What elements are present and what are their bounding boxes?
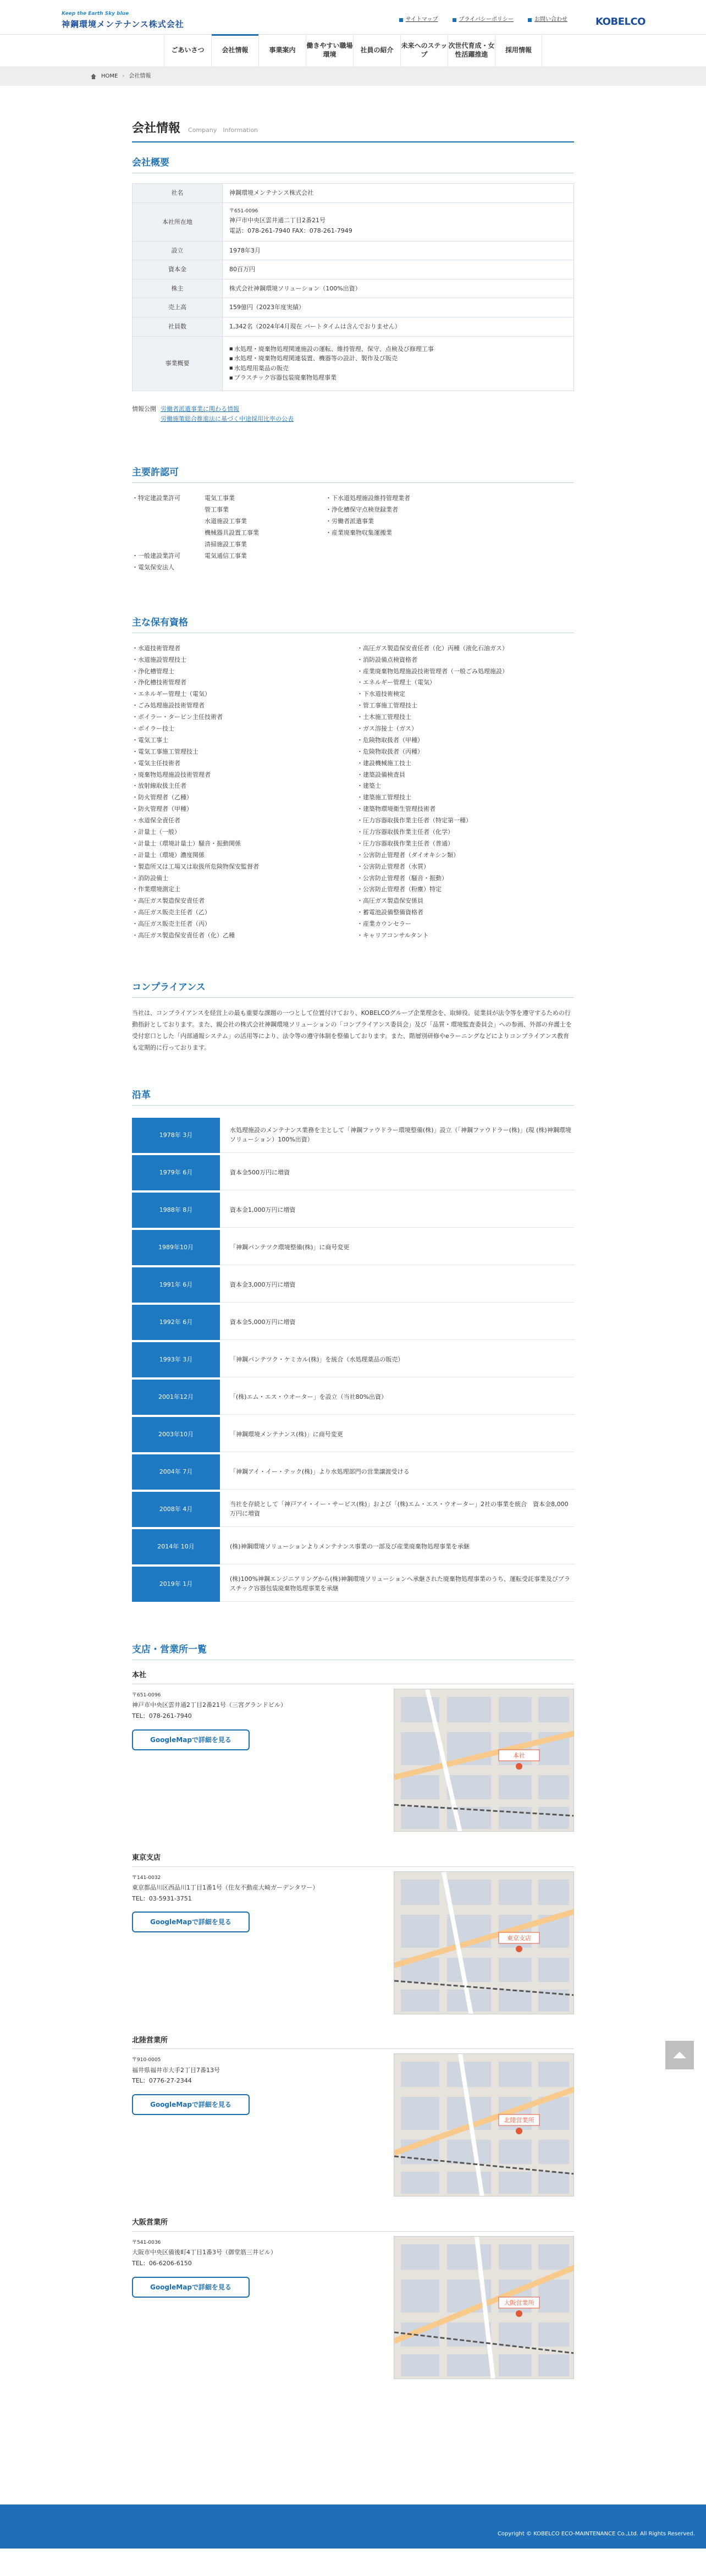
- qualification-item: ・ 電気工事施工管理技士: [132, 746, 349, 758]
- overview-heading: 会社概要: [132, 156, 574, 173]
- branches-section: [132, 1643, 574, 2379]
- postal-code: 〒541-0036: [132, 2240, 161, 2246]
- qualification-item: ・ 危険物取扱者（丙種）: [357, 746, 574, 758]
- phone: TEL：03-5931-3751: [132, 1894, 192, 1902]
- history-date: 1979年 6月: [132, 1155, 220, 1190]
- qualification-item: ・ 高圧ガス製造保安係員: [357, 896, 574, 907]
- nav-recruit[interactable]: 採用情報: [495, 35, 542, 67]
- google-map-button[interactable]: GoogleMapで詳細を見る: [132, 1729, 250, 1750]
- postal-code: 〒651-0096: [132, 1692, 161, 1698]
- qualification-item: ・ 公害防止管理者（ダイオキシン類）: [357, 850, 574, 861]
- business-list: [229, 344, 567, 383]
- qualification-item: ・ 防火管理者（甲種）: [132, 804, 349, 815]
- row-value: 1978年3月: [223, 241, 574, 260]
- branch-item: [132, 2217, 574, 2379]
- license-item: ・ 産業廃棄物収集運搬業: [326, 528, 410, 539]
- phone: TEL：078-261-7940: [132, 1712, 192, 1720]
- history-row: [132, 1342, 574, 1377]
- qualification-item: ・ 産業廃棄物処理施設技術管理者（一般ごみ処理施設）: [357, 666, 574, 678]
- history-date: 1978年 3月: [132, 1118, 220, 1153]
- history-text: 「神鋼環境メンテナンス(株)」に商号変更: [220, 1417, 574, 1452]
- address: 大阪市中央区備後町4丁目1番3号（御堂筋三井ビル）: [132, 2249, 277, 2256]
- branch-name: 本社: [132, 1670, 574, 1684]
- license-item: 清掃施設工事業: [205, 540, 247, 548]
- license-item: ・ 浄化槽保守点検登録業者: [326, 504, 410, 516]
- history-table: [132, 1116, 574, 1604]
- google-map-button[interactable]: GoogleMapで詳細を見る: [132, 1912, 250, 1932]
- license-item: 管工事業: [205, 506, 229, 514]
- chevron-right-icon: ›: [122, 73, 125, 79]
- branch-list: [132, 1670, 574, 2379]
- qualification-item: ・ 圧力容器取扱作業主任者（化学）: [357, 827, 574, 838]
- nav-future[interactable]: 未来へのステップ: [400, 35, 448, 67]
- license-category: ・ 特定建設業許可: [132, 493, 205, 550]
- branch-item: [132, 1670, 574, 1832]
- qualification-item: ・ 高圧ガス販売主任者（乙）: [132, 907, 349, 919]
- list-item: ■ 水処理・廃棄物処理関連装置、機器等の設計、製作及び販売: [229, 354, 567, 364]
- license-item: ・ 労働者派遣事業: [326, 516, 410, 528]
- table-row: [133, 317, 574, 337]
- row-value: 1,342名（2024年4月現在 パートタイムは含んでおりません）: [223, 317, 574, 337]
- list-item: [132, 562, 326, 574]
- table-row: [133, 298, 574, 317]
- history-text: (株)神鋼環境ソリューションよりメンテナンス事業の一部及び産業廃棄物処理事業を承継: [220, 1529, 574, 1564]
- history-date: 2008年 4月: [132, 1492, 220, 1527]
- qualification-item: ・ 建築物環境衛生管理技術者: [357, 804, 574, 815]
- qualification-item: ・ エネルギー管理士（電気）: [132, 689, 349, 700]
- licenses-heading: 主要許認可: [132, 465, 574, 483]
- page-top-button[interactable]: [665, 2041, 694, 2069]
- licenses-col-left: [132, 493, 326, 573]
- history-heading: 沿革: [132, 1088, 574, 1106]
- qualification-item: ・ 建設機械施工技士: [357, 758, 574, 770]
- qualification-item: ・ 下水道技術検定: [357, 689, 574, 700]
- history-text: 資本金1,000万円に増資: [220, 1193, 574, 1228]
- qualification-item: ・ 消防設備点検資格者: [357, 655, 574, 666]
- list-item: ■ 水処理用薬品の販売: [229, 364, 567, 374]
- branch-info: [132, 2236, 277, 2379]
- row-label: 設立: [133, 241, 223, 260]
- overview-section: [132, 156, 574, 424]
- history-date: 1992年 6月: [132, 1305, 220, 1340]
- licenses-section: [132, 465, 574, 573]
- row-label: 本社所在地: [133, 202, 223, 241]
- row-value: [223, 202, 574, 241]
- util-link-label: サイトマップ: [405, 17, 438, 23]
- address: 福井県福井市大手2丁目7番13号: [132, 2066, 220, 2074]
- history-row: [132, 1267, 574, 1303]
- history-row: [132, 1417, 574, 1452]
- list-item: [132, 551, 326, 562]
- row-label: 株主: [133, 279, 223, 298]
- branch-name: 東京支店: [132, 1853, 574, 1867]
- site-header: [0, 0, 706, 86]
- address: 神戸市中央区雲井通二丁目2番21号: [229, 217, 326, 224]
- qualification-item: ・ 水道保全責任者: [132, 815, 349, 827]
- compliance-heading: コンプライアンス: [132, 980, 574, 998]
- qualification-item: ・ 電気工事士: [132, 735, 349, 746]
- branch-map[interactable]: [394, 2053, 574, 2196]
- row-value: 株式会社神鋼環境ソリューション（100%出資）: [223, 279, 574, 298]
- history-date: 2019年 1月: [132, 1567, 220, 1602]
- branch-body: [132, 1871, 574, 2014]
- logo-tagline: Keep the Earth Sky blue: [62, 11, 129, 17]
- breadcrumb-home[interactable]: HOME: [101, 73, 118, 79]
- qualifications-list: [132, 643, 574, 942]
- history-text: 「神鋼パンテツク環境整備(株)」に商号変更: [220, 1230, 574, 1265]
- history-row: [132, 1155, 574, 1190]
- branch-map[interactable]: [394, 2236, 574, 2379]
- qualification-item: ・ 計量士（一般）: [132, 827, 349, 838]
- map-label: 大阪営業所: [504, 2299, 534, 2307]
- qualification-item: ・ 電気主任技術者: [132, 758, 349, 770]
- square-icon: [453, 18, 456, 22]
- copyright: Copyright © KOBELCO ECO-MAINTENANCE Co.,Ltd. All Rights Reserved.: [497, 2531, 695, 2537]
- site-logo[interactable]: [62, 10, 184, 31]
- branch-body: [132, 1689, 574, 1832]
- license-category: ・ 電気保安法人: [132, 562, 205, 574]
- qualification-item: ・ 建築施工管理技士: [357, 792, 574, 804]
- google-map-button[interactable]: GoogleMapで詳細を見る: [132, 2094, 250, 2115]
- qualification-item: ・ 水道技術管理者: [132, 643, 349, 655]
- table-row: [133, 260, 574, 279]
- license-item: 水道施設工事業: [205, 518, 247, 525]
- history-row: [132, 1380, 574, 1415]
- qualification-item: ・ ガス溶接士（ガス）: [357, 723, 574, 735]
- row-value: 神鋼環境メンテナンス株式会社: [223, 184, 574, 203]
- logo-text: 神鋼環境メンテナンス株式会社: [62, 19, 184, 30]
- square-icon: [399, 18, 403, 22]
- qualifications-col-right: [357, 643, 574, 942]
- history-section: [132, 1088, 574, 1604]
- license-item: 機械器具設置工事業: [205, 529, 259, 537]
- branch-item: [132, 2035, 574, 2197]
- list-item: [132, 493, 326, 550]
- branch-name: 大阪営業所: [132, 2217, 574, 2232]
- qualification-item: ・ 公害防止管理者（騒音・振動）: [357, 873, 574, 885]
- map-label: 東京支店: [507, 1934, 531, 1942]
- row-value: 80百万円: [223, 260, 574, 279]
- branch-body: [132, 2236, 574, 2379]
- list-item: ■ 水処理・廃棄物処理関連施設の運転、維持管理、保守、点検及び修理工事: [229, 344, 567, 354]
- qualification-item: ・ 浄化槽管理士: [132, 666, 349, 678]
- history-date: 2001年12月: [132, 1380, 220, 1415]
- branch-body: [132, 2053, 574, 2196]
- nav-company[interactable]: 会社情報: [211, 35, 258, 67]
- util-link-contact[interactable]: [528, 15, 567, 24]
- history-text: 「神鋼パンテツク・ケミカル(株)」を統合（水処理薬品の販売）: [220, 1342, 574, 1377]
- qualification-item: ・ 公害防止管理者（水質）: [357, 861, 574, 873]
- page-subtitle: Company Information: [188, 127, 258, 134]
- qualification-item: ・ エネルギー管理士（電気）: [357, 677, 574, 689]
- address: 東京都品川区西品川1丁目1番1号（住友不動産大崎ガーデンタワー）: [132, 1883, 319, 1891]
- square-icon: [528, 18, 532, 22]
- qualification-item: ・ 防火管理者（乙種）: [132, 792, 349, 804]
- license-item: 電気通信工事業: [205, 552, 247, 559]
- history-date: 2014年 10月: [132, 1529, 220, 1564]
- qualification-item: ・ 高圧ガス製造保安責任者（化）乙種: [132, 930, 349, 942]
- site-footer: [0, 2504, 706, 2548]
- nav-greeting[interactable]: ごあいさつ: [164, 35, 211, 67]
- page-title: [132, 119, 574, 142]
- map-label: 本社: [513, 1751, 525, 1759]
- home-icon: [90, 74, 97, 79]
- qualification-item: ・ 土木施工管理技士: [357, 712, 574, 723]
- qualification-item: ・ 建築設備検査員: [357, 770, 574, 781]
- util-link-label: プライバシーポリシー: [459, 17, 514, 23]
- qualification-item: ・ 水道施設管理技士: [132, 655, 349, 666]
- history-date: 2004年 7月: [132, 1454, 220, 1490]
- qualification-item: ・ 高圧ガス販売主任者（丙）: [132, 919, 349, 930]
- row-value: [223, 336, 574, 391]
- phone-fax: 電話：078-261-7940 FAX：078-261-7949: [229, 227, 352, 234]
- overview-table: [132, 183, 574, 391]
- qualification-item: ・ ボイラー技士: [132, 723, 349, 735]
- util-link-label: お問い合わせ: [534, 17, 567, 23]
- license-category: ・ 一般建設業許可: [132, 551, 205, 562]
- history-row: [132, 1230, 574, 1265]
- google-map-button[interactable]: GoogleMapで詳細を見る: [132, 2277, 250, 2298]
- qualification-item: ・ 危険物取扱者（甲種）: [357, 735, 574, 746]
- history-date: 1991年 6月: [132, 1267, 220, 1303]
- history-date: 1989年10月: [132, 1230, 220, 1265]
- table-row: [133, 241, 574, 260]
- row-value: 159億円（2023年度実績）: [223, 298, 574, 317]
- history-text: 資本金3,000万円に増資: [220, 1267, 574, 1303]
- branch-info: [132, 2053, 250, 2196]
- info-label: 情報公開: [132, 405, 156, 413]
- map-label: 北陸営業所: [504, 2117, 534, 2124]
- history-text: 資本金500万円に増資: [220, 1155, 574, 1190]
- postal-code: 〒910-0005: [132, 2057, 161, 2063]
- list-item: ■ プラスチック容器包装廃棄物処理事業: [229, 373, 567, 383]
- row-label: 資本金: [133, 260, 223, 279]
- license-item: ・ 下水道処理施設維持管理業者: [326, 493, 410, 504]
- history-row: [132, 1305, 574, 1340]
- history-row: [132, 1118, 574, 1153]
- breadcrumb: [0, 67, 706, 86]
- qualification-item: ・ 製造所又は工場又は取扱所危険物保安監督者: [132, 861, 349, 873]
- address: 神戸市中央区雲井通2丁目2番21号（三宮グランドビル）: [132, 1701, 286, 1709]
- util-link-sitemap[interactable]: [399, 15, 438, 24]
- nav-staff[interactable]: 社員の紹介: [353, 35, 400, 67]
- branch-map[interactable]: [394, 1689, 574, 1832]
- table-row: [133, 202, 574, 241]
- row-label: 事業概要: [133, 336, 223, 391]
- qualification-item: ・ 建築士: [357, 781, 574, 792]
- qualification-item: ・ 高圧ガス製造保安責任者（化）丙種（液化石油ガス）: [357, 643, 574, 655]
- qualification-item: ・ 蓄電池設備整備資格者: [357, 907, 574, 919]
- info-link-midcareer[interactable]: 労働施策総合推進法に基づく中途採用比率の公表: [161, 415, 294, 422]
- nav-business[interactable]: 事業案内: [258, 35, 306, 67]
- qualification-item: ・ 高圧ガス製造保安責任者: [132, 896, 349, 907]
- qualifications-section: [132, 616, 574, 942]
- qualification-item: ・ 放射線取扱主任者: [132, 781, 349, 792]
- row-label: 社員数: [133, 317, 223, 337]
- table-row: [133, 184, 574, 203]
- qualification-item: ・ 産業カウンセラー: [357, 919, 574, 930]
- licenses-col-right: [326, 493, 410, 573]
- qualifications-col-left: [132, 643, 349, 942]
- table-row: [133, 336, 574, 391]
- licenses-list: [132, 493, 574, 573]
- kobelco-logo[interactable]: KOBELCO: [595, 16, 646, 28]
- info-link-dispatch[interactable]: 労働者派遣事業に関わる情報: [161, 405, 239, 413]
- qualification-item: ・ キャリアコンサルタント: [357, 930, 574, 942]
- history-text: (株)100%神鋼エンジニアリングから(株)神鋼環境ソリューションへ承継された廃棄物処理事業のうち、運転受託事業及びプラスチック容器包装廃棄物処理事業を承継: [220, 1567, 574, 1602]
- history-row: [132, 1529, 574, 1564]
- nav-next-gen[interactable]: 次世代育成・女性活躍推進: [448, 35, 495, 67]
- license-item: 電気工事業: [205, 495, 235, 502]
- history-text: 当社を存続として「神戸アイ・イー・サービス(株)」および「(株)エム・エス・ウオーター」2社の事業を統合 資本金8,000万円に増資: [220, 1492, 574, 1527]
- qualification-item: ・ 圧力容器取扱作業主任者（普通）: [357, 838, 574, 850]
- qualification-item: ・ 廃棄物処理施設技術管理者: [132, 770, 349, 781]
- postal-code: 〒651-0096: [229, 208, 258, 214]
- page-title-text: 会社情報: [132, 122, 181, 135]
- history-text: 「神鋼アイ・イー・テック(株)」より水処理部門の営業譲渡受ける: [220, 1454, 574, 1490]
- qualification-item: ・ 公害防止管理者（粉塵）特定: [357, 884, 574, 896]
- branch-item: [132, 1853, 574, 2014]
- phone: TEL：06-6206-6150: [132, 2260, 192, 2267]
- qualifications-heading: 主な保有資格: [132, 616, 574, 633]
- branch-name: 北陸営業所: [132, 2035, 574, 2050]
- postal-code: 〒141-0032: [132, 1875, 161, 1881]
- compliance-section: [132, 980, 574, 1054]
- breadcrumb-current: 会社情報: [129, 73, 151, 79]
- table-row: [133, 279, 574, 298]
- branches-heading: 支店・営業所一覧: [132, 1643, 574, 1660]
- history-text: 水処理施設のメンテナンス業務を主として「神鋼ファウドラー環境整備(株)」設立（「神鋼ファウドラー(株)」(現 (株)神鋼環境ソリューション）100%出資）: [220, 1118, 574, 1153]
- history-row: [132, 1454, 574, 1490]
- history-row: [132, 1492, 574, 1527]
- branch-info: [132, 1871, 318, 2014]
- map-graphic: [394, 1872, 574, 2014]
- history-row: [132, 1567, 574, 1602]
- phone: TEL：0776-27-2344: [132, 2077, 192, 2085]
- history-date: 1988年 8月: [132, 1193, 220, 1228]
- map-graphic: [394, 2237, 574, 2379]
- history-text: 「(株)エム・エス・ウオーター」を設立（当社80%出資）: [220, 1380, 574, 1415]
- row-label: 社名: [133, 184, 223, 203]
- nav-workplace[interactable]: 働きやすい職場環境: [306, 35, 353, 67]
- qualification-item: ・ 圧力容器取扱作業主任者（特定第一種）: [357, 815, 574, 827]
- history-text: 資本金5,000万円に増資: [220, 1305, 574, 1340]
- qualification-item: ・ 浄化槽技術管理者: [132, 677, 349, 689]
- map-graphic: [394, 1689, 574, 1832]
- compliance-text: 当社は、コンプライアンスを経営上の最も重要な課題の一つとして位置付けており、KOBELCOグループ企業理念を、取締役、従業員が法令等を遵守するための行動指針としております。また、親会社の株式会社神鋼環境ソリューションの「コンプライアンス委員会」及び「品質・環境監査委員会」への参画、外部の弁護士を受付窓口とした「内部通報システム」の活用等により、法令等の遵守体制を整備しております。また、階層別研修やeラーニングなどによりコンプライアンス教育も定期的に行っております。: [132, 1009, 572, 1051]
- map-graphic: [394, 2054, 574, 2196]
- history-date: 1993年 3月: [132, 1342, 220, 1377]
- history-date: 2003年10月: [132, 1417, 220, 1452]
- util-link-privacy[interactable]: [453, 15, 514, 24]
- history-row: [132, 1193, 574, 1228]
- qualification-item: ・ ボイラー・タービン主任技術者: [132, 712, 349, 723]
- qualification-item: ・ ごみ処理施設技術管理者: [132, 700, 349, 712]
- branch-info: [132, 1689, 286, 1832]
- main-content: [132, 86, 574, 2379]
- row-label: 売上高: [133, 298, 223, 317]
- qualification-item: ・ 消防設備士: [132, 873, 349, 885]
- info-disclosure: [132, 404, 574, 424]
- branch-map[interactable]: [394, 1871, 574, 2014]
- qualification-item: ・ 計量士（環境）濃度関係: [132, 850, 349, 861]
- utility-links: [399, 15, 567, 24]
- qualification-item: ・ 計量士（環境計量士）騒音・振動関係: [132, 838, 349, 850]
- qualification-item: ・ 作業環境測定士: [132, 884, 349, 896]
- qualification-item: ・ 管工事施工管理技士: [357, 700, 574, 712]
- global-nav: [0, 34, 706, 67]
